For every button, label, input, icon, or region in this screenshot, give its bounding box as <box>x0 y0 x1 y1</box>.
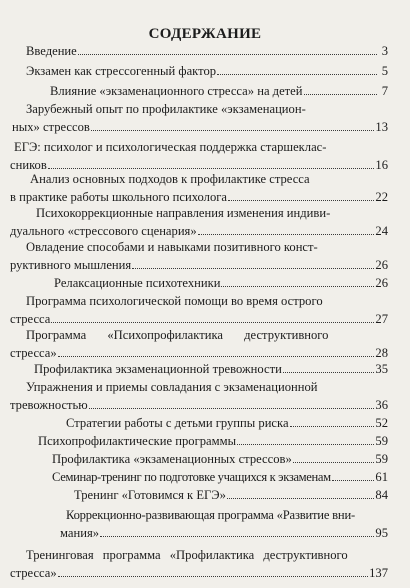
toc-entry-page: 59 <box>375 434 388 448</box>
toc-entry-page: 27 <box>375 312 388 326</box>
toc-entry-text: стресса» <box>10 566 57 580</box>
toc-entry-text-line1: Зарубежный опыт по профилактике «экзаменацион- <box>26 102 306 116</box>
toc-entry-page: 26 <box>375 276 388 290</box>
toc-entry-text: Релаксационные психотехники <box>54 276 221 290</box>
toc-entry-text: Профилактика «экзаменационных стрессов» <box>52 452 292 466</box>
toc-entry-page: 7 <box>381 84 388 98</box>
leader-dots <box>91 120 375 131</box>
leader-dots <box>332 470 375 481</box>
toc-entry-page: 35 <box>375 362 388 376</box>
leader-dots <box>221 276 374 287</box>
toc-entry-page: 61 <box>375 470 388 484</box>
toc-entry-page: 52 <box>375 416 388 430</box>
toc-entry-page: 16 <box>375 158 388 172</box>
leader-dots <box>198 224 375 235</box>
leader-dots <box>227 488 375 499</box>
toc-entry[interactable] <box>12 100 388 136</box>
toc-entry-text: ных» стрессов <box>12 120 90 134</box>
toc-entry[interactable] <box>66 414 388 432</box>
toc-entry[interactable] <box>10 138 388 174</box>
toc-entry-page: 13 <box>375 120 388 134</box>
toc-entry-text-line1: Анализ основных подходов к профилактике стресса <box>30 172 310 186</box>
toc-entry-text: Психопрофилактические программы <box>38 434 237 448</box>
toc-entry[interactable] <box>34 360 388 378</box>
toc-entry-text-line1: Программа «Психопрофилактика деструктивного <box>26 328 329 342</box>
toc-entry-text: сников <box>10 158 47 172</box>
toc-entry[interactable] <box>26 42 388 60</box>
toc-entry[interactable] <box>38 432 388 450</box>
leader-dots <box>78 44 377 55</box>
toc-entry-text: стресса» <box>10 346 57 360</box>
leader-dots <box>237 434 374 445</box>
toc-entry-text: Введение <box>26 44 77 58</box>
toc-entry-text-line1: Упражнения и приемы совладания с экзаменационной <box>26 380 318 394</box>
toc-entry[interactable] <box>10 292 388 328</box>
toc-entry[interactable] <box>74 486 388 504</box>
toc-entry[interactable] <box>26 62 388 80</box>
toc-entry[interactable] <box>54 274 388 292</box>
toc-entry[interactable] <box>10 238 388 274</box>
toc-entry-page: 95 <box>375 526 388 540</box>
toc-entry-text: Стратегии работы с детьми группы риска <box>66 416 289 430</box>
leader-dots <box>48 158 375 169</box>
toc-entry[interactable] <box>10 326 388 362</box>
leader-dots <box>89 398 375 409</box>
toc-entry-text: мания» <box>60 526 100 540</box>
leader-dots <box>283 362 375 373</box>
toc-entry-page: 22 <box>375 190 388 204</box>
toc-entry-text-line1: Программа психологической помощи во время острого <box>26 294 323 308</box>
toc-entry-page: 36 <box>375 398 388 412</box>
toc-entry[interactable] <box>52 450 388 468</box>
toc-entry-text: Влияние «экзаменационного стресса» на детей <box>50 84 303 98</box>
leader-dots <box>132 258 374 269</box>
toc-entry-text-line1: ЕГЭ: психолог и психологическая поддержка старшеклас- <box>14 140 327 154</box>
toc-entry-page: 28 <box>375 346 388 360</box>
toc-entry-page: 24 <box>375 224 388 238</box>
toc-entry-text: Тренинг «Готовимся к ЕГЭ» <box>74 488 226 502</box>
page-title: СОДЕРЖАНИЕ <box>148 26 262 42</box>
toc-entry[interactable] <box>50 82 388 100</box>
toc-entry-page: 137 <box>369 566 388 580</box>
toc-entry-page: 26 <box>375 258 388 272</box>
toc-entry-page: 84 <box>375 488 388 502</box>
toc-entry-text: дуального «стрессового сценария» <box>10 224 197 238</box>
toc-entry-text-line1: Коррекционно-развивающая программа «Развитие вни- <box>66 508 355 522</box>
leader-dots <box>293 452 375 463</box>
leader-dots <box>58 566 368 577</box>
toc-entry[interactable] <box>10 378 388 414</box>
leader-dots <box>304 84 377 95</box>
leader-dots <box>100 526 374 537</box>
toc-entry[interactable] <box>10 170 388 206</box>
toc-entry-text: тревожностью <box>10 398 88 412</box>
toc-entry-text-line1: Тренинговая программа «Профилактика деструктивного <box>26 548 348 562</box>
toc-entry-text: стресса <box>10 312 51 326</box>
toc-entry-text-line1: Психокоррекционные направления изменения индиви- <box>36 206 331 220</box>
toc-entry-text: Профилактика экзаменационной тревожности <box>34 362 282 376</box>
toc-entry-text: Экзамен как стрессогенный фактор <box>26 64 217 78</box>
leader-dots <box>58 346 375 357</box>
toc-entry-page: 3 <box>381 44 388 58</box>
toc-entry[interactable] <box>52 468 388 486</box>
leader-dots <box>217 64 377 75</box>
toc-entry-text: руктивного мышления <box>10 258 132 272</box>
leader-dots <box>290 416 375 427</box>
toc-entry[interactable] <box>60 506 388 542</box>
toc-entry[interactable] <box>10 204 388 240</box>
leader-dots <box>51 312 374 323</box>
toc-entry-text: в практике работы школьного психолога <box>10 190 228 204</box>
toc-entry-text: Семинар-тренинг по подготовке учащихся к экзаменам <box>52 470 331 484</box>
leader-dots <box>228 190 374 201</box>
toc-entry[interactable] <box>10 546 388 582</box>
toc-entry-page: 5 <box>381 64 388 78</box>
toc-entry-text-line1: Овладение способами и навыками позитивного конст- <box>26 240 318 254</box>
toc-entry-page: 59 <box>375 452 388 466</box>
